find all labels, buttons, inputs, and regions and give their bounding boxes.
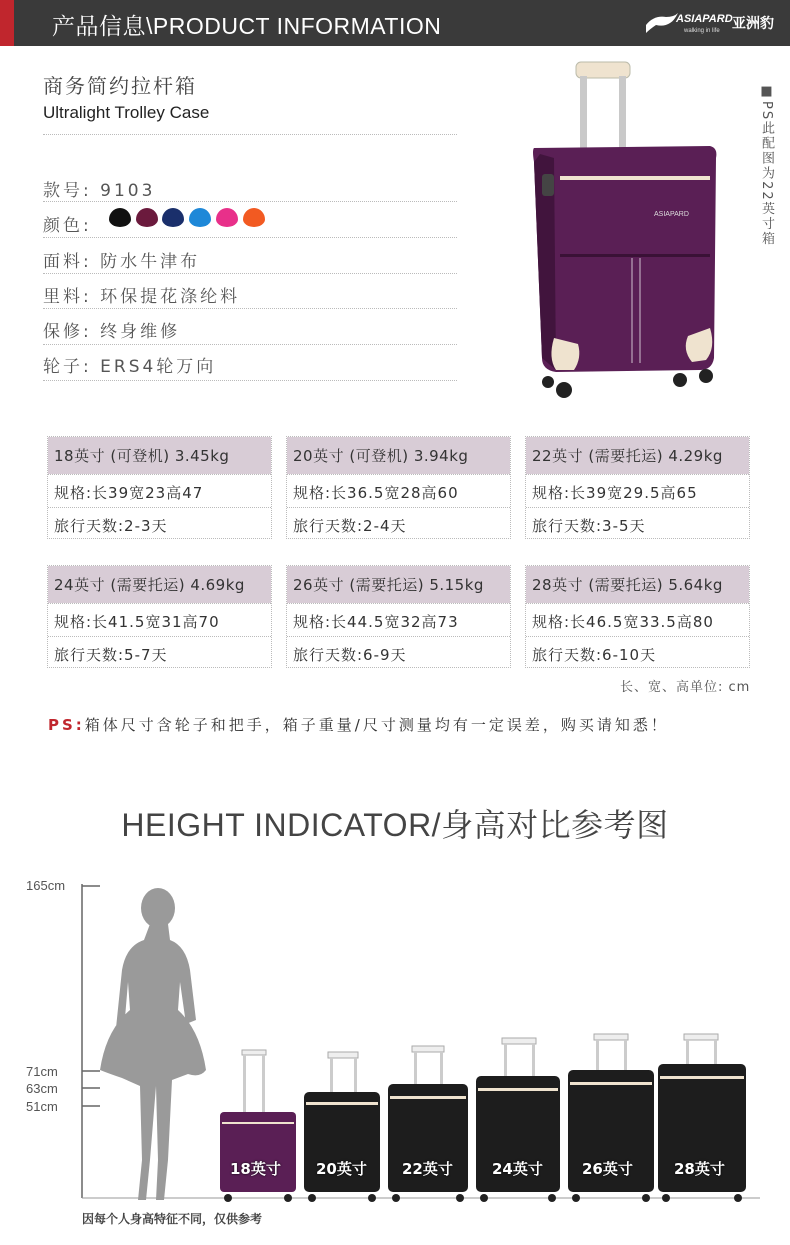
size-card-travel-days: 旅行天数:2-4天 <box>287 507 510 540</box>
size-card-travel-days: 旅行天数:6-9天 <box>287 636 510 669</box>
size-card <box>525 565 750 668</box>
size-card-header: 26英寸 (需要托运) 5.15kg <box>287 566 510 603</box>
spec-wheels <box>43 352 216 377</box>
suitcase-label: 28英寸 <box>674 1160 725 1178</box>
spec-lining <box>43 282 240 307</box>
ps-note <box>48 714 669 735</box>
spec-label: 款号: <box>43 181 92 201</box>
size-card-header: 22英寸 (需要托运) 4.29kg <box>526 437 749 474</box>
spec-fabric <box>43 247 200 272</box>
spec-value: 环保提花涤纶料 <box>100 287 241 307</box>
suitcase-label: 24英寸 <box>492 1160 543 1178</box>
size-card-header: 20英寸 (可登机) 3.94kg <box>287 437 510 474</box>
color-swatch-orange[interactable] <box>243 208 265 227</box>
side-note: ■PS此配图为22英寸箱 <box>759 84 774 247</box>
size-card <box>525 436 750 539</box>
suitcase-18 <box>220 1050 296 1202</box>
spec-value: 9103 <box>100 181 156 201</box>
spec-value: ERS4轮万向 <box>100 357 217 377</box>
spec-value: 防水牛津布 <box>100 252 201 272</box>
spec-model <box>43 176 155 201</box>
height-note: 因每个人身高特征不同，仅供参考 <box>82 1212 263 1226</box>
size-card-dimensions: 规格:长41.5宽31高70 <box>48 603 271 636</box>
size-card-header: 18英寸 (可登机) 3.45kg <box>48 437 271 474</box>
spec-label: 颜色: <box>43 216 92 236</box>
size-card-dimensions: 规格:长39宽23高47 <box>48 474 271 507</box>
header-accent <box>0 0 14 46</box>
size-card-header: 28英寸 (需要托运) 5.64kg <box>526 566 749 603</box>
axis-label: 63cm <box>26 1081 58 1096</box>
ps-prefix: PS: <box>48 716 85 734</box>
product-name-en: Ultralight Trolley Case <box>43 103 210 122</box>
size-card-travel-days: 旅行天数:3-5天 <box>526 507 749 540</box>
size-card <box>47 436 272 539</box>
spec-label: 里料: <box>43 287 92 307</box>
spec-value: 终身维修 <box>100 322 181 342</box>
color-swatch-black[interactable] <box>109 208 131 227</box>
size-card-dimensions: 规格:长46.5宽33.5高80 <box>526 603 749 636</box>
svg-text:ASIAPARD: ASIAPARD <box>654 211 689 218</box>
product-image <box>520 58 730 413</box>
suitcase-label: 20英寸 <box>316 1160 367 1178</box>
spec-label: 保修: <box>43 322 92 342</box>
size-card-dimensions: 规格:长44.5宽32高73 <box>287 603 510 636</box>
size-card <box>286 436 511 539</box>
spec-warranty <box>43 317 180 342</box>
divider <box>43 344 457 345</box>
spec-color <box>43 211 92 236</box>
color-swatch-navy[interactable] <box>162 208 184 227</box>
color-swatch-purple[interactable] <box>136 208 158 227</box>
height-indicator-title: HEIGHT INDICATOR/身高对比参考图 <box>121 807 669 843</box>
axis-label: 165cm <box>26 878 66 893</box>
divider <box>43 237 457 238</box>
suitcase-20 <box>304 1052 380 1202</box>
brand-slogan: walking in life <box>684 28 720 34</box>
size-card-header: 24英寸 (需要托运) 4.69kg <box>48 566 271 603</box>
header-bar <box>0 0 790 46</box>
brand-name-cn: 亚洲豹 <box>732 16 774 32</box>
color-swatch-pink[interactable] <box>216 208 238 227</box>
brand-name: ASIAPARD <box>676 13 733 25</box>
divider <box>43 201 457 202</box>
brand-logo <box>644 9 774 39</box>
suitcase-label: 26英寸 <box>582 1160 633 1178</box>
suitcase-label: 22英寸 <box>402 1160 453 1178</box>
divider <box>43 134 457 135</box>
ps-text: 箱体尺寸含轮子和把手，箱子重量/尺寸测量均有一定误差，购买请知悉！ <box>84 716 669 734</box>
leopard-icon <box>644 11 680 35</box>
color-swatch-blue[interactable] <box>189 208 211 227</box>
size-card <box>47 565 272 668</box>
size-card-travel-days: 旅行天数:2-3天 <box>48 507 271 540</box>
size-card-travel-days: 旅行天数:5-7天 <box>48 636 271 669</box>
product-name-cn: 商务简约拉杆箱 <box>43 74 197 98</box>
suitcase-comparison-row <box>210 1030 750 1210</box>
divider <box>43 308 457 309</box>
page-title: 产品信息\PRODUCT INFORMATION <box>52 13 442 39</box>
axis-label: 71cm <box>26 1064 58 1079</box>
suitcase-label: 18英寸 <box>230 1160 281 1178</box>
spec-label: 面料: <box>43 252 92 272</box>
size-card-dimensions: 规格:长36.5宽28高60 <box>287 474 510 507</box>
person-silhouette <box>100 888 206 1200</box>
size-card <box>286 565 511 668</box>
divider <box>43 380 457 381</box>
axis-label: 51cm <box>26 1099 58 1114</box>
divider <box>43 273 457 274</box>
size-card-travel-days: 旅行天数:6-10天 <box>526 636 749 669</box>
unit-note: 长、宽、高单位: cm <box>620 680 751 695</box>
spec-label: 轮子: <box>43 357 92 377</box>
size-card-dimensions: 规格:长39宽29.5高65 <box>526 474 749 507</box>
